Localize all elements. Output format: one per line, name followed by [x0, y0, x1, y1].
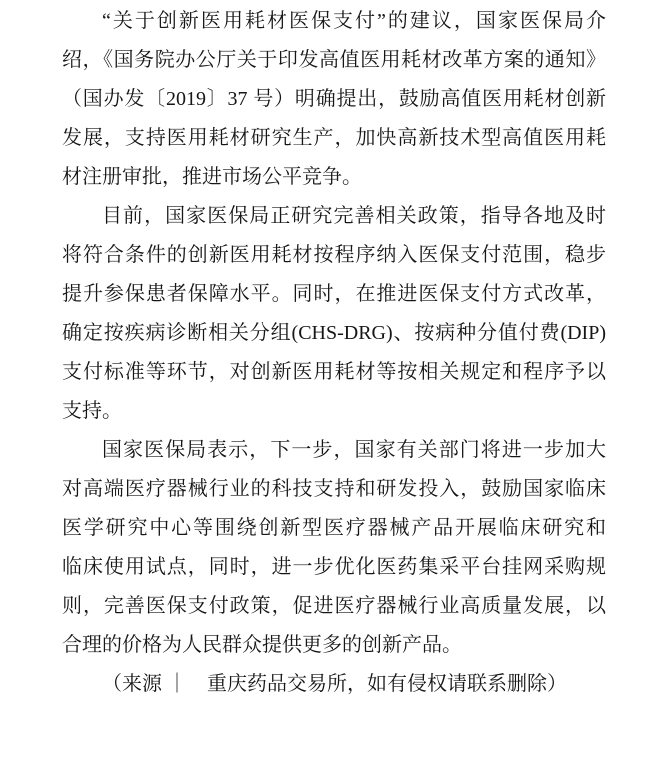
text-line: 提升参保患者保障水平。同时，在推进医保支付方式改革，	[62, 283, 606, 305]
text-line: 临床使用试点，同时，进一步优化医药集采平台挂网采购规	[62, 556, 606, 578]
text-line: 合理的价格为人民群众提供更多的创新产品。	[62, 634, 462, 656]
paragraph-source-attribution	[62, 665, 606, 704]
source-line: （来源 ｜ 重庆药品交易所，如有侵权请联系删除）	[102, 673, 567, 695]
text-line: 发展，支持医用耗材研究生产，加快高新技术型高值医用耗	[62, 127, 606, 149]
text-line: 医学研究中心等围绕创新型医疗器械产品开展临床研究和	[62, 517, 606, 539]
paragraph-current-policy	[62, 197, 606, 431]
paragraph-intro	[62, 2, 606, 197]
text-line: 则，完善医保支付政策，促进医疗器械行业高质量发展，以	[62, 595, 606, 617]
text-line: 对高端医疗器械行业的科技支持和研发投入，鼓励国家临床	[62, 478, 606, 500]
text-line: “关于创新医用耗材医保支付”的建议，国家医保局介	[102, 10, 606, 32]
text-line: 国家医保局表示，下一步，国家有关部门将进一步加大	[102, 439, 606, 461]
text-line: 材注册审批，推进市场公平竞争。	[62, 166, 362, 188]
text-line: 绍，《国务院办公厅关于印发高值医用耗材改革方案的通知》	[62, 49, 606, 71]
text-line: 将符合条件的创新医用耗材按程序纳入医保支付范围，稳步	[62, 244, 606, 266]
text-line: 确定按疾病诊断相关分组(CHS-DRG)、按病种分值付费(DIP)	[62, 322, 606, 344]
text-line: 支付标准等环节，对创新医用耗材等按相关规定和程序予以	[62, 361, 606, 383]
paragraph-next-steps	[62, 431, 606, 665]
text-line: （国办发〔2019〕37 号）明确提出，鼓励高值医用耗材创新	[62, 88, 606, 110]
text-line: 支持。	[62, 400, 122, 422]
text-line: 目前，国家医保局正研究完善相关政策，指导各地及时	[102, 205, 606, 227]
